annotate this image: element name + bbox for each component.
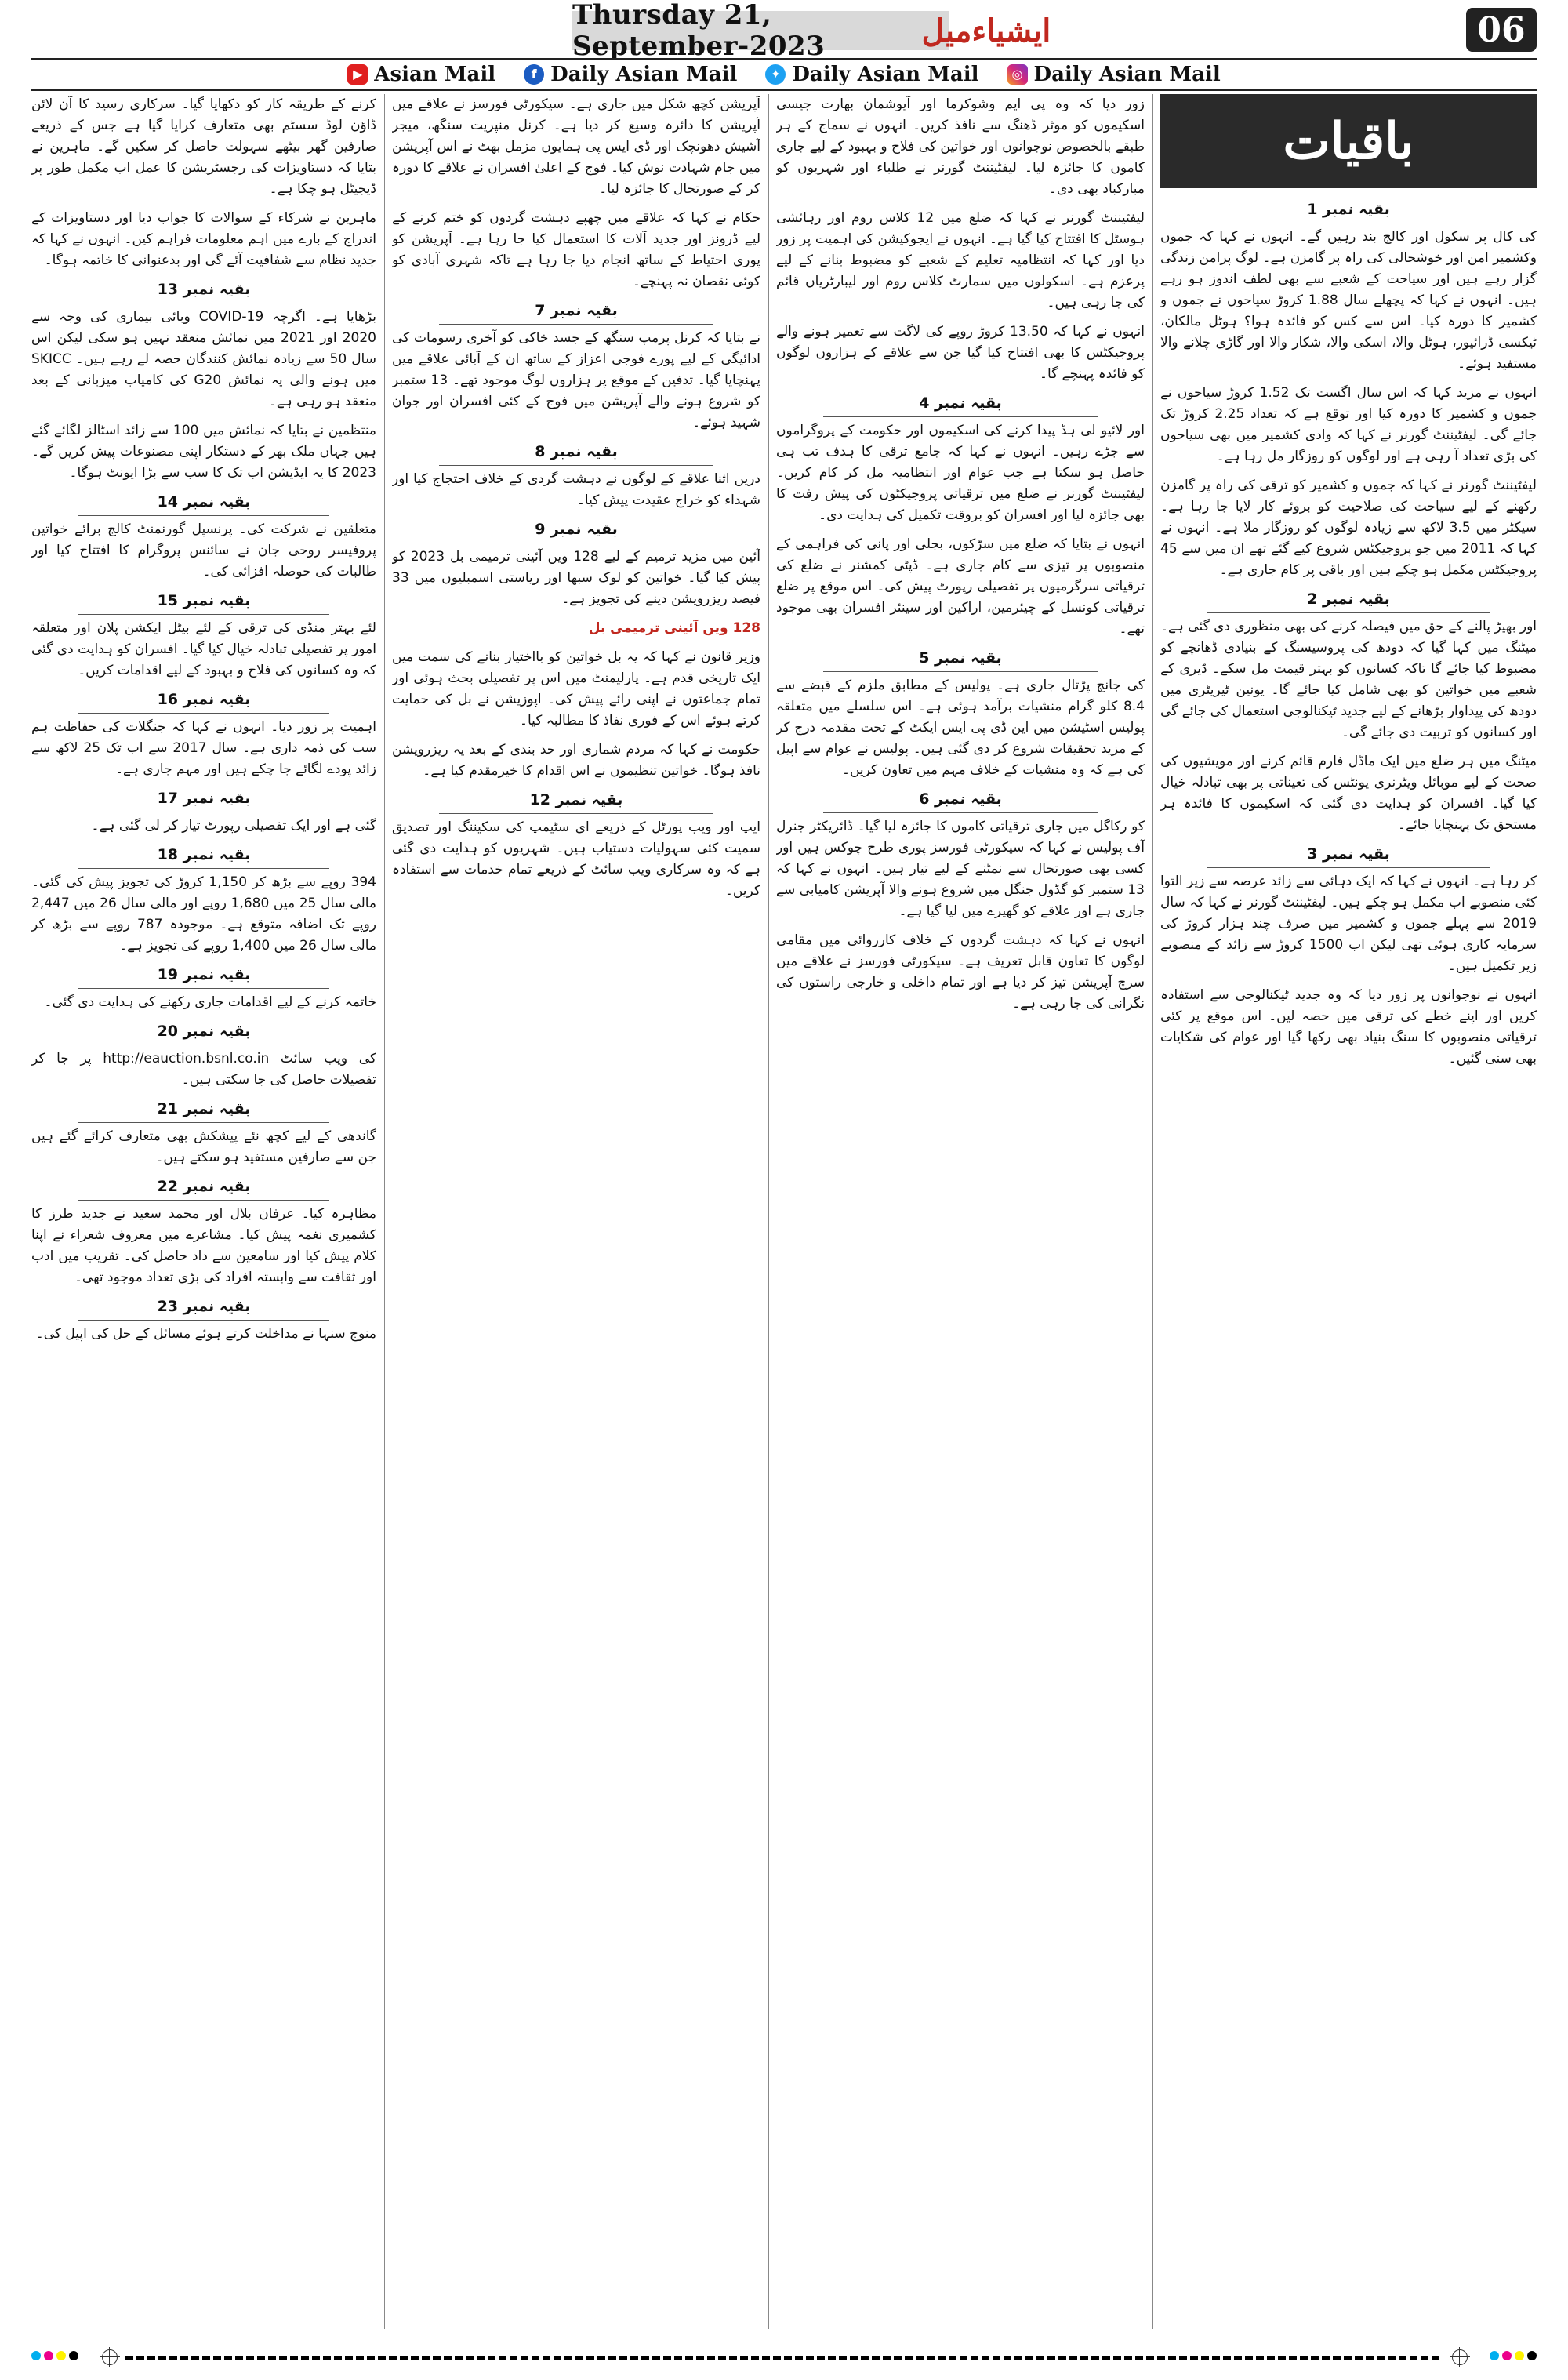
article-paragraph: منتظمین نے بتایا کہ نمائش میں 100 سے زائد اسٹالز لگائے گئے ہیں جہاں ملک بھر کے دستکار اپنی مصنوعات پیش کریں گے۔ 2023 کا یہ ایڈیشن اب تک کا سب سے بڑا ایونٹ ہوگا۔: [31, 423, 376, 481]
column-divider: [768, 94, 769, 2329]
article-paragraph: کی کال پر سکول اور کالج بند رہیں گے۔ انہوں نے کہا کہ جموں وکشمیر امن اور خوشحالی کی راہ پر گامزن ہے۔ لوگ پرامن زندگی گزار رہے ہیں اور سیاحت کے شعبے سے بھی لطف اندوز ہو رہے ہیں۔ انہوں نے کہا کہ پچھلے سال 1.88 کروڑ سیاحوں نے جموں و کشمیر کا دورہ کیا۔ اس سے کس کو فائدہ ہوا؟ ہوٹل مالکان، ٹیکسی ڈرائیور، ہوٹل والا، اسکی والا، شکار والا اور گاڑی چلانے والا مستفید ہوئے۔: [1160, 229, 1537, 372]
article-paragraph: گاندھی کے لیے کچھ نئے پیشکش بھی متعارف کرائے گئے ہیں جن سے صارفین مستفید ہو سکتے ہیں۔: [31, 1128, 376, 1165]
article-paragraph: گئی ہے اور ایک تفصیلی رپورٹ تیار کر لی گئی ہے۔: [91, 818, 376, 834]
article-paragraph: متعلقین نے شرکت کی۔ پرنسپل گورنمنٹ کالج برائے خواتین پروفیسر روحی جان نے سائنس پروگرام کا افتتاح کیا اور طالبات کی حوصلہ افزائی کی۔: [31, 521, 376, 580]
article-paragraph: ماہرین نے شرکاء کے سوالات کا جواب دیا اور دستاویزات کے اندراج کے بارے میں اہم معلومات فراہم کیں۔ انہوں نے کہا کہ جدید نظام سے شفافیت آئے گی اور بدعنوانی کا خاتمہ ہوگا۔: [31, 210, 376, 268]
article-paragraph: دریں اثنا علاقے کے لوگوں نے دہشت گردی کے خلاف احتجاج کیا اور شہداء کو خراج عقیدت پیش کیا۔: [392, 471, 760, 508]
column-3: [392, 94, 760, 2329]
yellow-swatch-icon: [1515, 2351, 1524, 2360]
article-paragraph: لیفٹیننٹ گورنر نے کہا کہ جموں و کشمیر کو ترقی کی راہ پر گامزن رکھنے کے لیے سیاحت کی صلاحیت کو بروئے کار لایا جا رہا ہے۔ سیکٹر میں 3.5 لاکھ سے زیادہ لوگوں کو روزگار ملا ہے۔ انہوں نے کہا کہ 2011 میں جو پروجیکٹس شروع کیے گئے تھے ان میں سے 45 پروجیکٹس مکمل ہو چکے ہیں اور باقی پر کام جاری ہے۔: [1160, 478, 1537, 578]
magenta-swatch-icon: [44, 2351, 53, 2360]
social-facebook[interactable]: [524, 63, 737, 86]
article-paragraph: حکومت نے کہا کہ مردم شماری اور حد بندی کے بعد یہ ریزرویشن نافذ ہوگا۔ خواتین تنظیموں نے اس اقدام کا خیرمقدم کیا ہے۔: [392, 742, 760, 779]
print-strip: [125, 2356, 1443, 2360]
article-paragraph: انہوں نے مزید کہا کہ اس سال اگست تک 1.52 کروڑ سیاحوں نے جموں و کشمیر کا دورہ کیا اور توقع ہے کہ تعداد 2.25 کروڑ تک جائے گی۔ لیفٹیننٹ گورنر نے کہا کہ وادی کشمیر میں بھی سیاحوں کی بڑی تعداد آ رہی ہے اور لوگوں کو روزگار مل رہا ہے۔: [1160, 385, 1537, 464]
continuation-heading: بقیہ نمبر 8: [392, 441, 760, 466]
column-divider: [1152, 94, 1153, 2329]
continuation-heading: بقیہ نمبر 3: [1160, 844, 1537, 868]
continuation-heading: بقیہ نمبر 14: [31, 492, 376, 516]
continuation-heading: بقیہ نمبر 20: [31, 1021, 376, 1045]
page-number: 06: [1466, 8, 1537, 52]
masthead: [31, 0, 1537, 62]
continuation-heading: بقیہ نمبر 15: [31, 590, 376, 615]
continuation-heading: بقیہ نمبر 4: [776, 393, 1145, 417]
article-paragraph: اور لائیو لی ہڈ پیدا کرنے کی اسکیموں اور حکومت کے پروگراموں سے جڑے رہیں۔ انہوں نے کہا کہ جامع ترقی کا ہدف تب ہی حاصل ہو سکتا ہے جب عوام اور انتظامیہ مل کر کام کریں۔ لیفٹیننٹ گورنر نے ضلع میں ترقیاتی پروجیکٹوں کی پیش رفت کا بھی جائزہ لیا اور افسران کو بروقت تکمیل کی ہدایت دی۔: [776, 423, 1145, 523]
section-title: باقیات: [1160, 94, 1537, 188]
continuation-heading: بقیہ نمبر 2: [1160, 589, 1537, 613]
continuation-heading: بقیہ نمبر 22: [31, 1176, 376, 1201]
continuation-heading: بقیہ نمبر 9: [392, 519, 760, 543]
article-paragraph: کو رکاگل میں جاری ترقیاتی کاموں کا جائزہ لیا گیا۔ ڈائریکٹر جنرل آف پولیس نے کہا کہ سیکورٹی فورسز پوری طرح چوکس ہیں اور کسی بھی صورتحال سے نمٹنے کے لیے تیار ہیں۔ انہوں نے کہا کہ 13 ستمبر کو گڈول جنگل میں شروع ہونے والا آپریشن کامیابی سے جاری ہے اور علاقے کو گھیرے میں لیا گیا ہے۔: [776, 819, 1145, 919]
instagram-icon: ◎: [1007, 64, 1028, 85]
article-paragraph: انہوں نے کہا کہ 13.50 کروڑ روپے کی لاگت سے تعمیر ہونے والے پروجیکٹس کا بھی افتتاح کیا گیا جن سے علاقے کے ہزاروں لوگوں کو فائدہ پہنچے گا۔: [776, 324, 1145, 382]
cyan-swatch-icon: [31, 2351, 41, 2360]
black-swatch-icon: [69, 2351, 78, 2360]
black-swatch-icon: [1527, 2351, 1537, 2360]
article-paragraph: لیفٹیننٹ گورنر نے کہا کہ ضلع میں 12 کلاس روم اور رہائشی ہوسٹل کا افتتاح کیا گیا ہے۔ انہوں نے ایجوکیشن کی اہمیت پر زور دیا اور کہا کہ انتظامیہ تعلیم کے شعبے کو مضبوط بنانے کے لیے پرعزم ہے۔ اسکولوں میں سمارٹ کلاس روم اور لیبارٹریاں قائم کی جا رہی ہیں۔: [776, 210, 1145, 311]
article-paragraph: نے بتایا کہ کرنل پرمپ سنگھ کے جسد خاکی کو آخری رسومات کی ادائیگی کے لیے پورے فوجی اعزاز کے ساتھ ان کے آبائی علاقے میں پہنچایا گیا۔ تدفین کے موقع پر ہزاروں لوگ موجود تھے۔ 13 ستمبر کو شروع ہونے والے آپریشن میں فوج کے کئی افسران اور جوان شہید ہوئے۔: [392, 330, 760, 431]
column-2: [776, 94, 1145, 2329]
article-paragraph: حکام نے کہا کہ علاقے میں چھپے دہشت گردوں کو ختم کرنے کے لیے ڈرونز اور جدید آلات کا استعمال کیا جا رہا ہے۔ آپریشن کو پوری احتیاط کے ساتھ انجام دیا جا رہا ہے تاکہ شہری آبادی کو کوئی نقصان نہ پہنچے۔: [392, 210, 760, 289]
article-paragraph: کرنے کے طریقہ کار کو دکھایا گیا۔ سرکاری رسید کا آن لائن ڈاؤن لوڈ سسٹم بھی متعارف کرایا گیا ہے جس کے ذریعے صارفین گھر بیٹھے سہولت حاصل کر سکیں گے۔ ماہرین نے بتایا کہ دستاویزات کی رجسٹریشن کا عمل اب مکمل طور پر ڈیجیٹل ہو چکا ہے۔: [31, 96, 376, 197]
article-paragraph: کی ویب سائٹ http://eauction.bsnl.co.in پر جا کر تفصیلات حاصل کی جا سکتی ہیں۔: [31, 1051, 376, 1088]
social-bar: [31, 58, 1537, 91]
continuation-heading: بقیہ نمبر 18: [31, 845, 376, 869]
article-paragraph: میٹنگ میں ہر ضلع میں ایک ماڈل فارم قائم کرنے اور مویشیوں کی صحت کے لیے موبائل ویٹرنری یونٹس کی تعیناتی پر بھی تبادلہ خیال کیا گیا۔ افسران کو ہدایت دی گئی کہ اسکیموں کا فائدہ ہر مستحق تک پہنچایا جائے۔: [1160, 754, 1537, 833]
continuation-heading: بقیہ نمبر 23: [31, 1296, 376, 1321]
article-paragraph: 394 روپے سے بڑھ کر 1,150 کروڑ کی تجویز پیش کی گئی۔ مالی سال 25 میں 1,680 روپے اور مالی سال 26 میں 2,447 روپے تک اضافہ متوقع ہے۔ موجودہ 787 روپے سے بڑھ کر مالی سال 26 میں 1,400 روپے کی تجویز ہے۔: [31, 874, 376, 954]
issue-date: Thursday 21, September-2023: [572, 11, 949, 50]
article-paragraph: لئے بہتر منڈی کی ترقی کے لئے بیٹل ایکشن پلان اور متعلقہ امور پر تفصیلی تبادلہ خیال کیا گیا۔ افسران کو ہدایت دی گئی کہ وہ کسانوں کی فلاح و بہبود کے لیے اقدامات کریں۔: [31, 620, 376, 678]
continuation-heading: بقیہ نمبر 6: [776, 789, 1145, 813]
registration-mark-icon: [102, 2349, 118, 2365]
article-paragraph: انہوں نے کہا کہ دہشت گردوں کے خلاف کارروائی میں مقامی لوگوں کا تعاون قابل تعریف ہے۔ سیکورٹی فورسز نے علاقے میں سرچ آپریشن تیز کر دیا ہے اور تمام داخلی و خارجی راستوں کی نگرانی کی جا رہی ہے۔: [776, 932, 1145, 1012]
social-label: Daily Asian Mail: [792, 63, 979, 86]
social-youtube[interactable]: [347, 63, 495, 86]
continuation-heading: بقیہ نمبر 17: [31, 788, 376, 812]
article-paragraph: اہمیت پر زور دیا۔ انہوں نے کہا کہ جنگلات کی حفاظت ہم سب کی ذمہ داری ہے۔ سال 2017 سے اب تک 25 لاکھ سے زائد پودے لگائے جا چکے ہیں اور مہم جاری ہے۔: [31, 719, 376, 777]
article-paragraph: خاتمہ کرنے کے لیے اقدامات جاری رکھنے کی ہدایت دی گئی۔: [44, 994, 376, 1010]
cyan-swatch-icon: [1490, 2351, 1499, 2360]
continuation-heading: بقیہ نمبر 16: [31, 689, 376, 714]
social-twitter[interactable]: [765, 63, 978, 86]
article-paragraph: آپریشن کچھ شکل میں جاری ہے۔ سیکورٹی فورسز نے علاقے میں آپریشن کا دائرہ وسیع کر دیا ہے۔ کرنل منپریت سنگھ، میجر آشیش دھونچک اور ڈی ایس پی ہمایوں مزمل بھٹ نے اس آپریشن میں جام شہادت نوش کیا۔ فوج کے اعلیٰ افسران نے علاقے کا دورہ کر کے صورتحال کا جائزہ لیا۔: [392, 96, 760, 197]
color-swatches-right: [1490, 2351, 1537, 2360]
logo-text: ایشیاءمیل: [921, 12, 1051, 49]
column-divider: [384, 94, 385, 2329]
article-paragraph: منوج سنہا نے مداخلت کرتے ہوئے مسائل کے حل کی اپیل کی۔: [35, 1326, 376, 1342]
continuation-heading: بقیہ نمبر 7: [392, 300, 760, 325]
continuation-heading: بقیہ نمبر 21: [31, 1099, 376, 1123]
social-label: Daily Asian Mail: [550, 63, 738, 86]
social-label: Asian Mail: [374, 63, 496, 86]
social-instagram[interactable]: [1007, 63, 1221, 86]
youtube-icon: ▶: [347, 64, 368, 85]
continuation-heading: بقیہ نمبر 5: [776, 648, 1145, 672]
column-4: [31, 94, 376, 2329]
article-paragraph: کر رہا ہے۔ انہوں نے کہا کہ ایک دہائی سے زائد عرصہ سے زیر التوا کئی منصوبے اب مکمل ہو چکے ہیں۔ لیفٹیننٹ گورنر نے کہا کہ سال 2019 سے پہلے جموں و کشمیر میں صرف چند ہزار کروڑ کی سرمایہ کاری ہوئی تھی لیکن اب 1500 کروڑ سے زائد کے منصوبے زیر تکمیل ہیں۔: [1160, 874, 1537, 974]
article-paragraph: ایپ اور ویب پورٹل کے ذریعے ای سٹیمپ کی سکیننگ اور تصدیق سمیت کئی سہولیات دستیاب ہیں۔ شہریوں کو ہدایت دی گئی ہے کہ وہ سرکاری ویب سائٹ کے ذریعے تمام خدمات سے استفادہ کریں۔: [392, 819, 760, 899]
highlighted-text: 128 ویں آئینی ترمیمی بل: [588, 620, 760, 636]
color-swatches-left: [31, 2351, 78, 2360]
continuation-heading: بقیہ نمبر 19: [31, 965, 376, 989]
print-registration-strip: [0, 2345, 1568, 2368]
article-paragraph: وزیر قانون نے کہا کہ یہ بل خواتین کو بااختیار بنانے کی سمت میں ایک تاریخی قدم ہے۔ پارلیمنٹ میں اس پر تفصیلی بحث ہوئی اور تمام جماعتوں نے اپنی رائے پیش کی۔ اپوزیشن نے بل کی حمایت کرتے ہوئے اس کے فوری نفاذ کا مطالبہ کیا۔: [392, 649, 760, 729]
newspaper-logo: [921, 6, 1051, 55]
continuation-heading: بقیہ نمبر 1: [1160, 199, 1537, 223]
column-1: [1160, 94, 1537, 2329]
article-paragraph: زور دیا کہ وہ پی ایم وشوکرما اور آیوشمان بھارت جیسی اسکیموں کو موثر ڈھنگ سے نافذ کریں۔ انہوں نے سماج کے ہر طبقے بالخصوص نوجوانوں اور خواتین کی فلاح و بہبود کے لیے جاری کاموں کا جائزہ لیا۔ لیفٹیننٹ گورنر نے طلباء اور شہریوں کو مبارکباد بھی دی۔: [776, 96, 1145, 197]
article-paragraph: کی جانچ پڑتال جاری ہے۔ پولیس کے مطابق ملزم کے قبضے سے 8.4 کلو گرام منشیات برآمد ہوئی ہے۔ اس سلسلے میں متعلقہ پولیس اسٹیشن میں این ڈی پی ایس ایکٹ کے تحت مقدمہ درج کر کے مزید تحقیقات شروع کر دی گئی ہیں۔ پولیس نے عوام سے اپیل کی ہے کہ وہ منشیات کے خلاف مہم میں تعاون کریں۔: [776, 678, 1145, 778]
article-paragraph: بڑھایا ہے۔ اگرچہ COVID-19 وبائی بیماری کی وجہ سے 2020 اور 2021 میں نمائش منعقد نہیں ہو سکی لیکن اس سال 50 سے زیادہ نمائش کنندگان حصہ لے رہے ہیں۔ SKICC میں ہونے والی یہ نمائش G20 کی کامیاب میزبانی کے بعد منعقد ہو رہی ہے۔: [31, 309, 376, 409]
continuation-heading: بقیہ نمبر 13: [31, 279, 376, 303]
twitter-icon: ✦: [765, 64, 786, 85]
article-paragraph: آئین میں مزید ترمیم کے لیے 128 ویں آئینی ترمیمی بل 2023 کو پیش کیا گیا۔ خواتین کو لوک سبھا اور ریاستی اسمبلیوں میں 33 فیصد ریزرویشن دینے کی تجویز ہے۔: [392, 549, 760, 607]
article-paragraph: اور بھیڑ پالنے کے حق میں فیصلہ کرنے کی بھی منظوری دی گئی ہے۔ میٹنگ میں کہا گیا کہ دودھ کی پروسیسنگ کے بنیادی ڈھانچے کو مضبوط کیا جائے گا تاکہ کسانوں کو بہتر قیمت مل سکے۔ ڈیری کے شعبے میں خواتین کو بھی شامل کیا جائے گا۔ یونین ٹیریٹری میں دودھ کی پیداوار بڑھانے کے لیے جدید ٹیکنالوجی استعمال کی جائے گی اور کسانوں کو تربیت دی جائے گی۔: [1160, 619, 1537, 740]
article-paragraph: مظاہرہ کیا۔ عرفان بلال اور محمد سعید نے جدید طرز کا کشمیری نغمہ پیش کیا۔ مشاعرے میں معروف شعراء نے اپنا کلام پیش کیا اور سامعین سے داد حاصل کی۔ تقریب میں ادب اور ثقافت سے وابستہ افراد کی بڑی تعداد موجود تھی۔: [31, 1206, 376, 1285]
continuation-heading: بقیہ نمبر 12: [392, 790, 760, 814]
facebook-icon: f: [524, 64, 544, 85]
social-label: Daily Asian Mail: [1033, 63, 1221, 86]
magenta-swatch-icon: [1502, 2351, 1512, 2360]
registration-mark-icon: [1452, 2349, 1468, 2365]
article-paragraph: انہوں نے بتایا کہ ضلع میں سڑکوں، بجلی اور پانی کی فراہمی کے منصوبوں پر تیزی سے کام جاری ہے۔ ڈپٹی کمشنر نے ضلع کی ترقیاتی سرگرمیوں پر تفصیلی رپورٹ پیش کی۔ اس موقع پر ضلع ترقیاتی کونسل کے چیئرمین، اراکین اور سینئر افسران بھی موجود تھے۔: [776, 536, 1145, 637]
article-paragraph: انہوں نے نوجوانوں پر زور دیا کہ وہ جدید ٹیکنالوجی سے استفادہ کریں اور اپنے خطے کی ترقی میں حصہ لیں۔ اس موقع پر کئی ترقیاتی منصوبوں کا سنگ بنیاد بھی رکھا گیا اور عوام کی شکایات بھی سنی گئیں۔: [1160, 987, 1537, 1066]
yellow-swatch-icon: [56, 2351, 66, 2360]
